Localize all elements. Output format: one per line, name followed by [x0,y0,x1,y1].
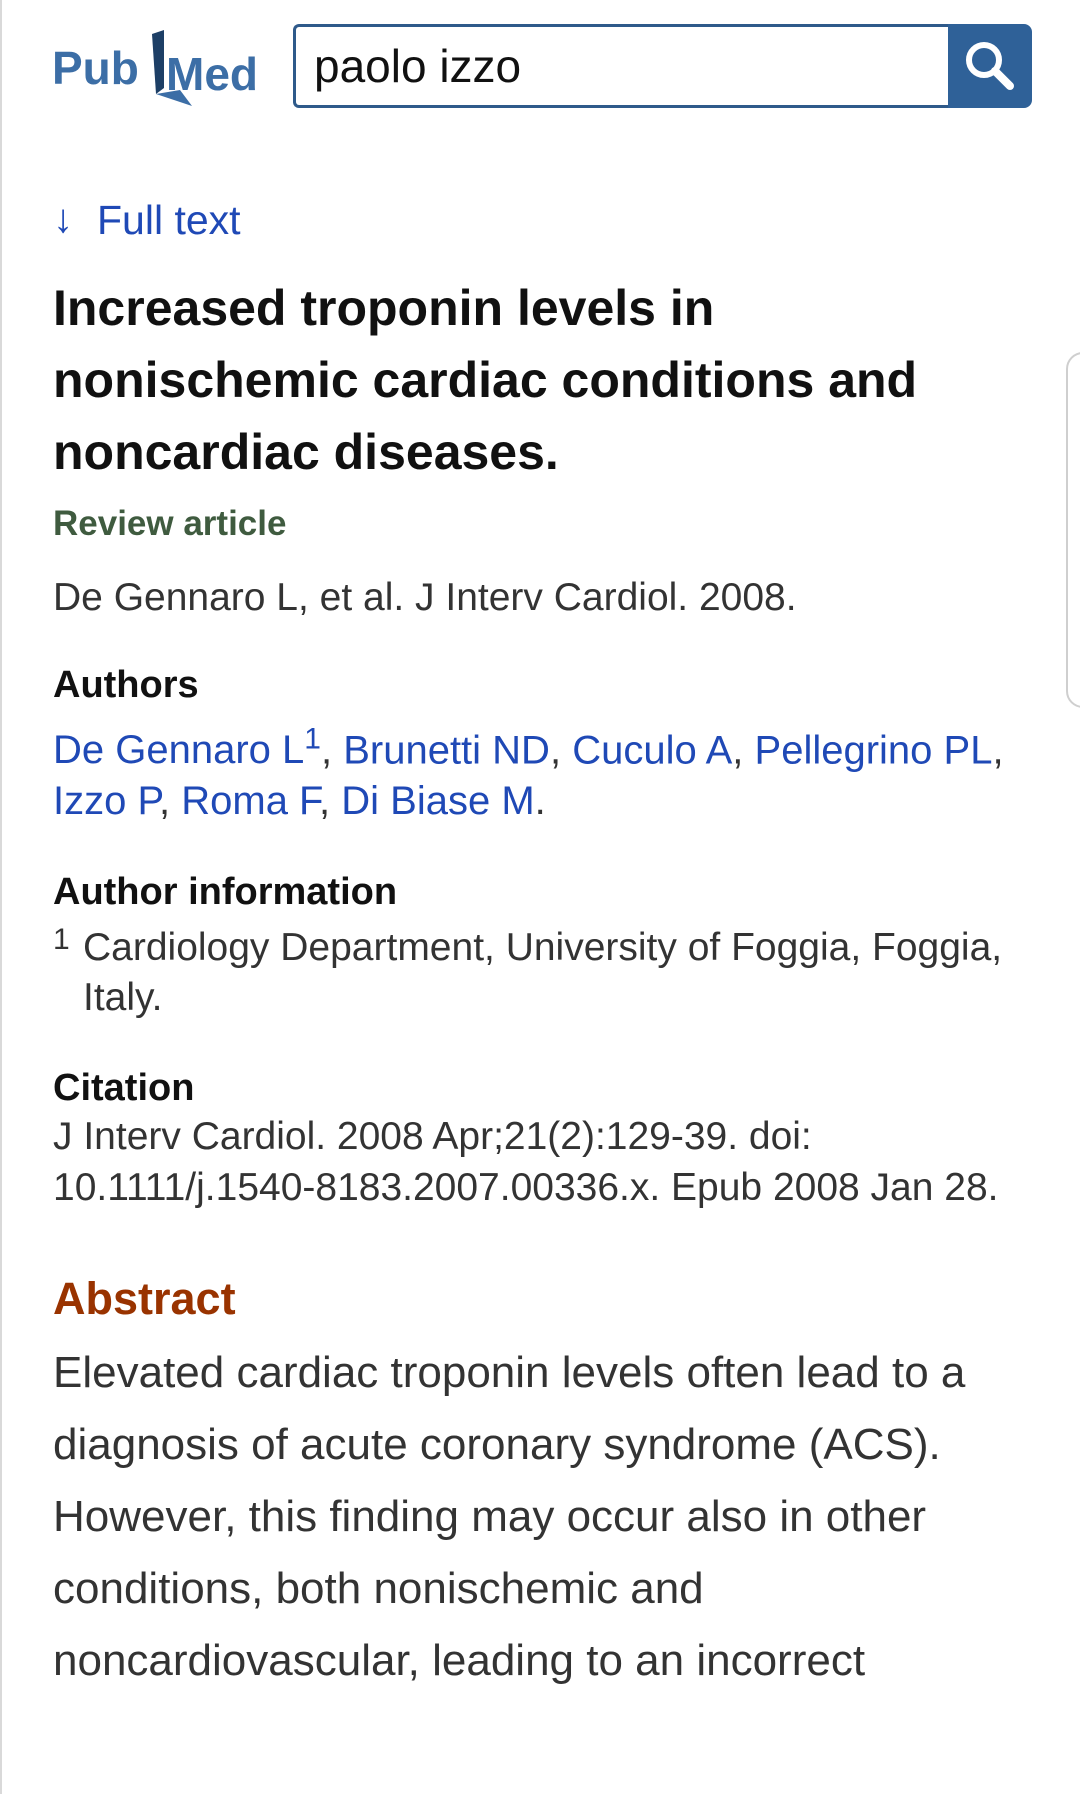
author-item: De Gennaro $L^1$, [53,723,344,773]
svg-text:Med: Med [166,48,258,100]
article-summary: De Gennaro L, et al. J Interv Cardiol. 2008. [53,576,797,619]
download-arrow-icon: ↓ [53,196,73,241]
author-link[interactable]: Di Biase M [341,779,535,824]
article-type-badge: Review article [53,504,287,543]
author-item: Cuculo A, [572,728,755,773]
pubmed-logo[interactable] [52,30,282,110]
author-link[interactable]: Roma F [181,779,320,824]
author-item: Di Biase M. [341,779,546,824]
author-link[interactable]: De Gennaro $L^1$ [53,723,321,773]
affiliation [53,923,1033,1023]
author-link[interactable]: Brunetti ND [343,728,550,773]
abstract-heading: Abstract [53,1273,236,1325]
author-item: Pellegrino PL, [754,728,1004,773]
author-item: Roma F, [181,779,342,824]
search-button[interactable] [948,24,1032,108]
search-icon [962,38,1018,94]
author-item: Brunetti ND, [343,728,573,773]
search-input[interactable] [296,27,950,105]
scroll-handle[interactable] [1066,352,1080,708]
authors-list [53,714,1033,827]
abstract-text: Elevated cardiac troponin levels often lead to a diagnosis of acute coronary syndrome (ACS). However, this finding may occur also in other conditions, both nonischemic and noncardiovascular, leading to an incorrect [53,1348,966,1686]
author-link[interactable]: Cuculo A [572,728,733,773]
full-text-label: Full text [97,196,241,243]
authors-heading: Authors [53,664,199,706]
affiliation-number: 1 [53,923,70,957]
article-title: Increased troponin levels in nonischemic cardiac conditions and noncardiac diseases. [53,280,918,480]
author-item: Izzo P, [53,779,182,824]
author-link[interactable]: Pellegrino PL [754,728,993,773]
author-link[interactable]: Izzo P [53,779,159,824]
svg-text:Pub: Pub [52,42,139,94]
search-box [293,24,950,108]
article-content [53,190,1033,1697]
full-text-link[interactable] [53,190,1033,250]
citation-text: J Interv Cardiol. 2008 Apr;21(2):129-39. doi: 10.1111/j.1540-8183.2007.00336.x. Epub 2008 Jan 28. [53,1115,999,1210]
affiliation-text: Cardiology Department, University of Foggia, Foggia, Italy. [83,926,1003,1020]
author-information-heading[interactable]: Author information [53,871,398,914]
header [2,0,1080,120]
citation-heading: Citation [53,1067,195,1110]
